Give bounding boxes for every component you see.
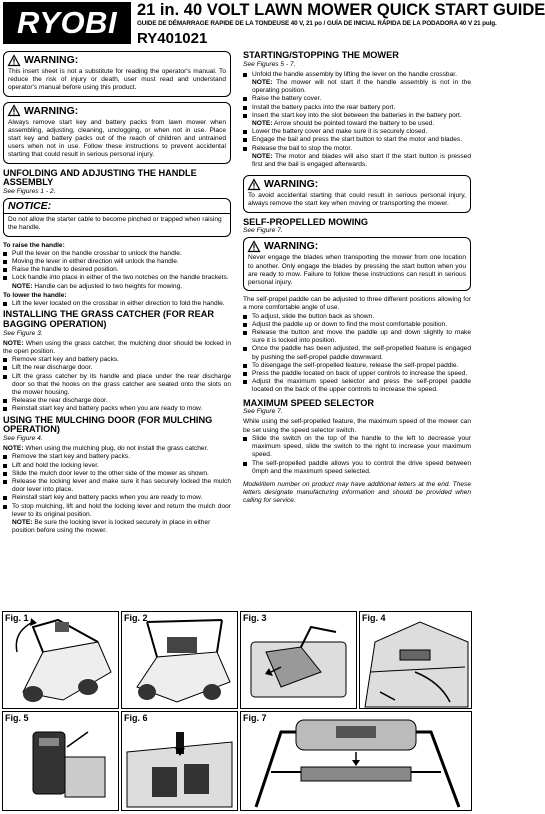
figure-2-illustration — [122, 612, 239, 710]
section-title-grass-catcher: INSTALLING THE GRASS CATCHER (FOR REAR BAGGING OPERATION) — [3, 309, 214, 330]
warning-box-2 — [3, 102, 231, 164]
list-item: Lift the grass catcher by its handle and place under the rear discharge door so that the hooks on the grass catcher are seated onto the slots on the mower housing. — [3, 373, 231, 398]
list-item: Slide the mulch door lever to the other side of the mower as shown. — [3, 470, 231, 478]
figure-label: Fig. 2 — [124, 613, 148, 623]
figure-label: Fig. 5 — [5, 713, 29, 723]
figure-reference: See Figures 5 - 7. — [243, 60, 296, 68]
figure-4-illustration — [360, 612, 473, 710]
warning-heading: WARNING: — [264, 240, 319, 253]
section-title-starting: STARTING/STOPPING THE MOWER — [243, 50, 399, 60]
model-number: RY401021 — [137, 30, 208, 47]
warning-text: This insert sheet is not a substitute for reading the operator's manual. To reduce the risk of injury or death, user must read and understand operator's manual before using this product. — [8, 68, 226, 92]
figure-6 — [121, 711, 238, 811]
list-item: Lift the lever located on the crossbar in either direction to fold the handle. — [3, 300, 231, 308]
figure-reference: See Figure 3. — [3, 329, 43, 337]
figure-4 — [359, 611, 472, 709]
figure-2 — [121, 611, 238, 709]
list-item: Lower the battery cover and make sure it is securely closed. — [243, 128, 471, 136]
list-item: Insert the start key into the slot between the batteries in the battery port. — [243, 112, 471, 120]
note: NOTE: The motor and blades will also start if the start button is pressed first and the bail is engaged afterwards. — [252, 152, 471, 169]
figure-reference: See Figure 7. — [243, 408, 283, 416]
figure-label: Fig. 7 — [243, 713, 267, 723]
warning-text: Always remove start key and battery packs from lawn mower when assembling, adjusting, cleaning, unclogging, or when not in use. Place start key and battery packs out of the reach of children and untrained users when not in use. Follow these instructions to prevent accidental starting that could result in serious personal injury. — [8, 118, 226, 159]
list-item: Install the battery packs into the rear battery port. — [243, 104, 471, 112]
page-subtitle: GUIDE DE DÉMARRAGE RAPIDE DE LA TONDEUSE 40 V, 21 po / GUÍA DE INICIAL RÁPIDA DE LA PODADORA 40 V 21 pulg. — [137, 20, 497, 27]
list-item: Moving the lever in either direction will unlock the handle. — [3, 258, 231, 266]
list-item: To stop mulching, lift and hold the locking lever and return the mulch door lever to its original position. — [3, 503, 231, 519]
list-item: Pull the lever on the handle crossbar to unlock the handle. — [3, 250, 231, 258]
figure-1 — [2, 611, 119, 709]
list-item: Release the bail to stop the motor. — [243, 145, 471, 153]
notice-box — [3, 198, 231, 236]
subheading-raise: To raise the handle: — [3, 241, 65, 249]
list-item: Release the rear discharge door. — [3, 397, 231, 405]
notice-heading: NOTICE: — [4, 199, 230, 214]
note: NOTE: Handle can be adjusted to two heights for mowing. — [12, 282, 183, 290]
figure-reference: See Figure 7. — [243, 227, 283, 235]
section-title-handle: UNFOLDING AND ADJUSTING THE HANDLE ASSEMBLY — [3, 167, 197, 188]
list-item: Lift the rear discharge door. — [3, 364, 231, 372]
list-item: To adjust, slide the button back as shown. — [243, 313, 471, 321]
figure-5 — [2, 711, 119, 811]
list-item: To disengage the self-propelled feature, release the self-propel paddle. — [243, 362, 471, 370]
list-item: Release the locking lever and make sure it has securely locked the mulch door lever into place. — [3, 478, 231, 494]
figure-label: Fig. 4 — [362, 613, 386, 623]
note: NOTE: When using the grass catcher, the mulching door should be locked in the open position. — [3, 339, 231, 356]
list-item: Raise the handle to desired position. — [3, 266, 231, 274]
figure-label: Fig. 3 — [243, 613, 267, 623]
warning-triangle-icon — [8, 105, 20, 116]
note: NOTE: Arrow should be pointed toward the battery to be used. — [252, 120, 435, 128]
figure-label: Fig. 6 — [124, 713, 148, 723]
list-item: Remove the start key and battery packs. — [3, 453, 231, 461]
list-item: Adjust the paddle up or down to find the most comfortable position. — [243, 321, 471, 329]
list-item: Raise the battery cover. — [243, 95, 471, 103]
note: NOTE: The mower will not start if the handle assembly is not in the operating position. — [252, 79, 471, 95]
max-speed-intro: While using the self-propelled feature, the maximum speed of the mower can be set using the speed selector switch. — [243, 418, 471, 434]
list-item: Lift and hold the locking lever. — [3, 462, 231, 470]
model-note: Model/item number on product may have additional letters at the end. These letters designate manufacturing information and should be provided when calling for service. — [243, 480, 471, 505]
subheading-lower: To lower the handle: — [3, 291, 67, 299]
page-title: 21 in. 40 VOLT LAWN MOWER QUICK START GUIDE — [137, 1, 545, 19]
self-propel-intro: The self-propel paddle can be adjusted to three different positions allowing for a more comfortable angle of use. — [243, 296, 471, 312]
section-title-self-propelled: SELF-PROPELLED MOWING — [243, 216, 369, 227]
note: NOTE: Be sure the locking lever is locked securely in place in either position before using the mower. — [12, 519, 211, 535]
figure-5-illustration — [3, 712, 120, 812]
raise-list — [3, 250, 231, 283]
lower-list — [3, 300, 231, 308]
figure-1-illustration — [3, 612, 120, 710]
right-column — [243, 51, 471, 506]
list-item: Reinstall start key and battery packs when you are ready to mow. — [3, 494, 231, 502]
note: NOTE: When using the mulching plug, do not install the grass catcher. — [3, 445, 209, 453]
list-item: Engage the bail and press the start button to start the motor and blades. — [243, 136, 471, 144]
list-item: Remove start key and battery packs. — [3, 356, 231, 364]
self-propel-list — [243, 313, 471, 395]
warning-box-1 — [3, 51, 231, 97]
warning-triangle-icon — [248, 241, 260, 252]
list-item: The self-propelled paddle allows you to control the drive speed between 0mph and the maximum speed selected. — [243, 460, 471, 476]
warning-heading: WARNING: — [264, 178, 319, 191]
figure-3-illustration — [241, 612, 358, 710]
figure-reference: See Figure 4. — [3, 435, 43, 443]
left-column — [3, 51, 231, 536]
list-item: Release the button and move the paddle up and down slightly to make sure it is locked into position. — [243, 329, 471, 345]
list-item: Unfold the handle assembly by lifting the lever on the handle crossbar. — [243, 71, 471, 79]
list-item: Lock handle into place in either of the two notches on the handle brackets. — [3, 274, 231, 282]
warning-triangle-icon — [8, 55, 20, 66]
start-list — [243, 71, 471, 169]
figure-6-illustration — [122, 712, 239, 812]
list-item: Once the paddle has been adjusted, the self-propelled feature is engaged by pushing the self-propel paddle downward. — [243, 345, 471, 361]
warning-box-4 — [243, 237, 471, 291]
warning-text: To avoid accidental starting that could result in serious personal injury, always remove the start key when moving or transporting the mower. — [248, 192, 466, 208]
figure-7 — [240, 711, 472, 811]
warning-triangle-icon — [248, 179, 260, 190]
figure-7-illustration — [241, 712, 473, 812]
list-item: Adjust the maximum speed selector and press the self-propel paddle located on the back of the upper controls to increase the speed. — [243, 378, 471, 394]
mulch-list — [3, 453, 231, 519]
warning-text: Never engage the blades when transporting the mower from one location to another. Only engage the blades by pressing the start button when you are ready to mow. Failure to follow these instructions can result in serious personal injury. — [248, 254, 466, 287]
ryobi-logo: RYOBI — [3, 2, 131, 44]
section-title-mulching: USING THE MULCHING DOOR (FOR MULCHING OPERATION) — [3, 414, 213, 435]
warning-box-3 — [243, 175, 471, 212]
warning-heading: WARNING: — [24, 104, 79, 117]
figure-3 — [240, 611, 357, 709]
list-item: Slide the switch on the top of the handle to the left to decrease your maximum speed, slide the switch to the right to increase your maximum speed. — [243, 435, 471, 460]
list-item: Reinstall start key and battery packs when you are ready to mow. — [3, 405, 231, 413]
figure-label: Fig. 1 — [5, 613, 29, 623]
notice-text: Do not allow the starter cable to become pinched or trapped when raising the handle. — [8, 216, 222, 232]
warning-heading: WARNING: — [24, 54, 79, 66]
figure-reference: See Figures 1 - 2. — [3, 188, 56, 196]
grass-list — [3, 356, 231, 413]
figures-area — [2, 611, 472, 812]
section-title-max-speed: MAXIMUM SPEED SELECTOR — [243, 397, 375, 408]
list-item: Press the paddle located on back of upper controls to increase the speed. — [243, 370, 471, 378]
max-speed-list — [243, 435, 471, 476]
